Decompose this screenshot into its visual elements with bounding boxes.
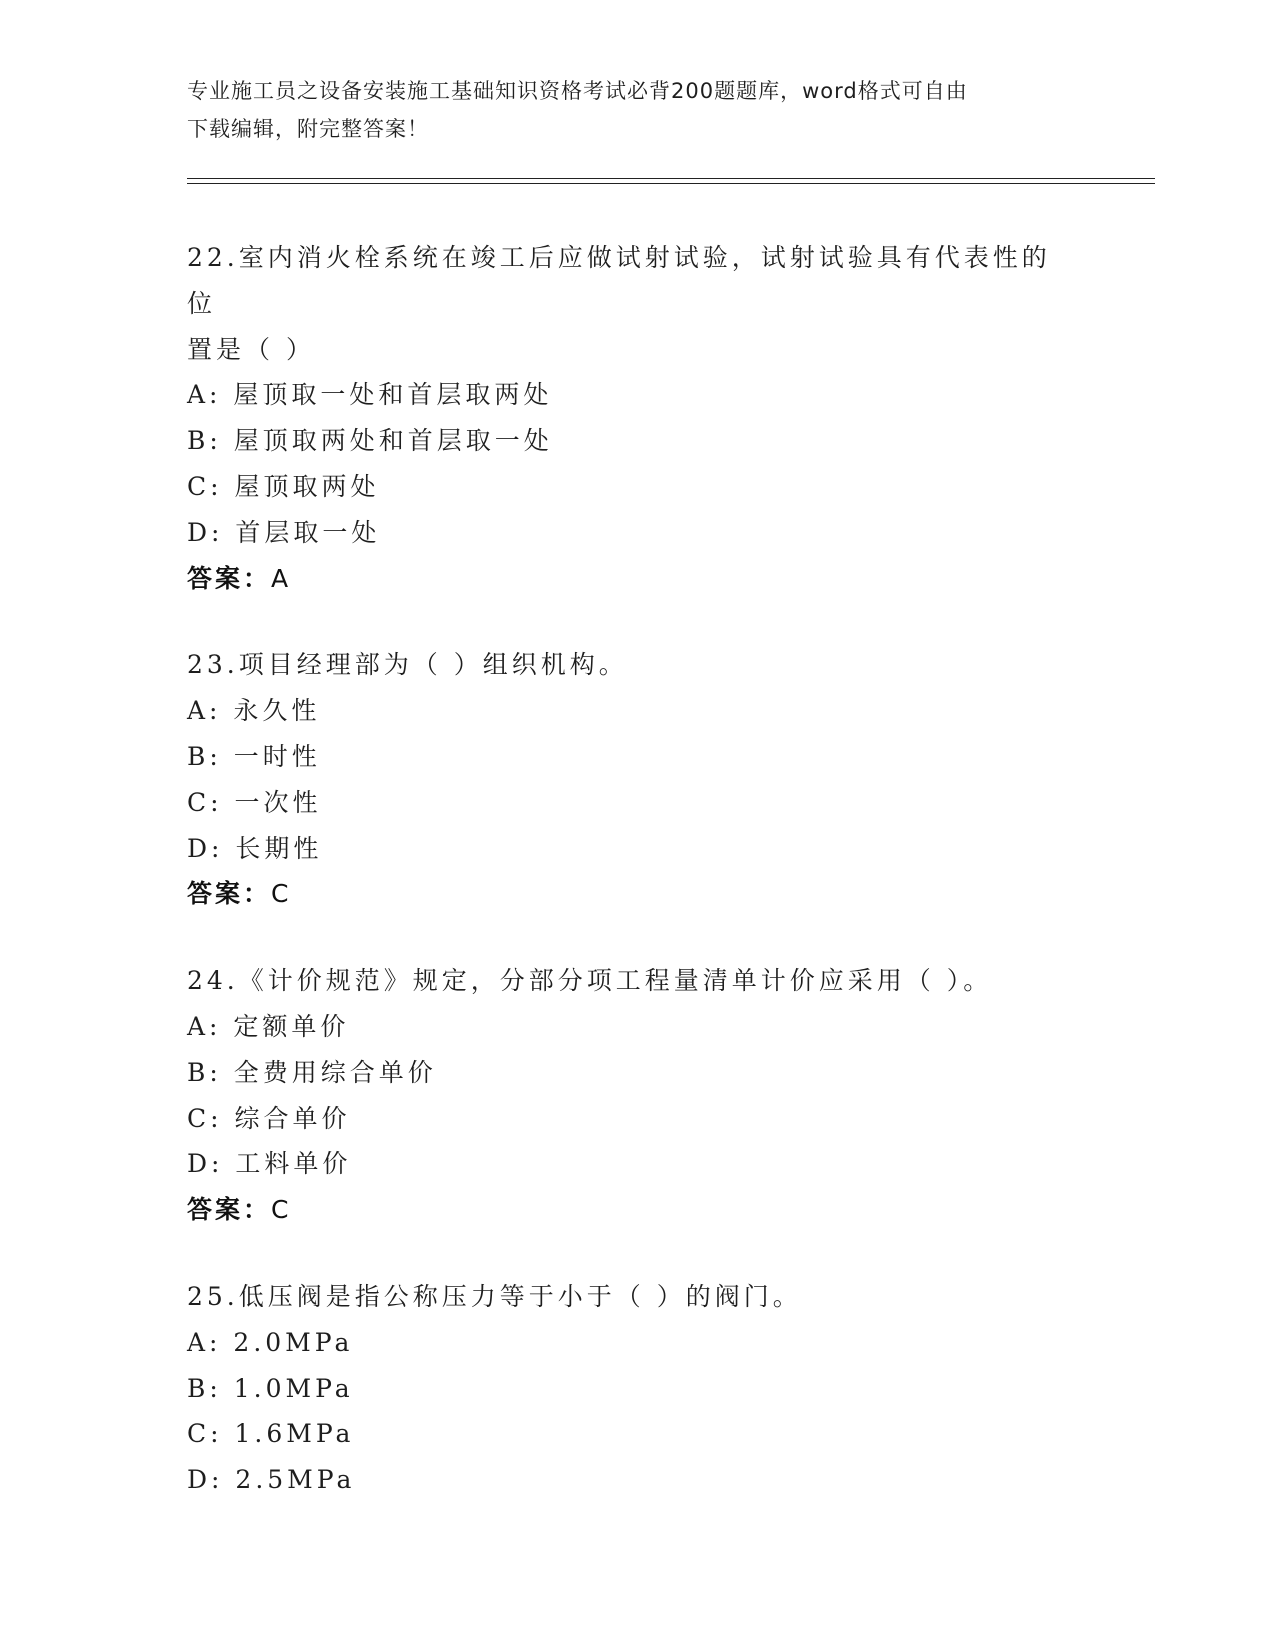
question-22 xyxy=(187,235,1067,601)
answer-line xyxy=(187,871,1067,917)
answer-label: 答案： xyxy=(187,879,272,909)
option-c: C: 综合单价 xyxy=(187,1103,351,1133)
question-list xyxy=(187,235,1067,1544)
answer-line xyxy=(187,556,1067,602)
answer-label: 答案： xyxy=(187,1195,272,1225)
question-stem: 24.《计价规范》规定，分部分项工程量清单计价应采用（ ）。 xyxy=(187,966,993,996)
question-stem: 22.室内消火栓系统在竣工后应做试射试验，试射试验具有代表性的位 xyxy=(187,243,1051,318)
option-a: A: 永久性 xyxy=(187,696,321,726)
option-a: A: 屋顶取一处和首层取两处 xyxy=(187,380,553,410)
header-line-2: 下载编辑，附完整答案！ xyxy=(187,117,429,141)
document-header xyxy=(187,72,1087,148)
header-divider xyxy=(187,178,1155,184)
option-c: C: 一次性 xyxy=(187,787,322,817)
option-c: C: 1.6MPa xyxy=(187,1419,355,1449)
option-b: B: 全费用综合单价 xyxy=(187,1057,437,1087)
option-b: B: 一时性 xyxy=(187,741,321,771)
option-d: D: 长期性 xyxy=(187,833,323,863)
question-23 xyxy=(187,642,1067,917)
question-stem: 25.低压阀是指公称压力等于小于（ ）的阀门。 xyxy=(187,1281,802,1311)
option-b: B: 屋顶取两处和首层取一处 xyxy=(187,426,553,456)
option-d: D: 工料单价 xyxy=(187,1149,352,1179)
header-line-1: 专业施工员之设备安装施工基础知识资格考试必背200题题库，word格式可自由 xyxy=(187,79,968,103)
option-c: C: 屋顶取两处 xyxy=(187,471,380,501)
option-d: D: 首层取一处 xyxy=(187,517,381,547)
answer-line xyxy=(187,1187,1067,1233)
option-d: D: 2.5MPa xyxy=(187,1465,356,1495)
answer-value: C xyxy=(271,1195,292,1225)
option-a: A: 2.0MPa xyxy=(187,1327,354,1357)
option-a: A: 定额单价 xyxy=(187,1011,350,1041)
question-25 xyxy=(187,1274,1067,1503)
answer-label: 答案： xyxy=(187,563,272,593)
question-stem: 23.项目经理部为（ ）组织机构。 xyxy=(187,650,628,680)
option-b: B: 1.0MPa xyxy=(187,1373,354,1403)
question-stem-continued: 置是（ ） xyxy=(187,334,315,364)
question-24 xyxy=(187,958,1067,1233)
answer-value: C xyxy=(271,879,292,909)
answer-value: A xyxy=(271,563,292,593)
